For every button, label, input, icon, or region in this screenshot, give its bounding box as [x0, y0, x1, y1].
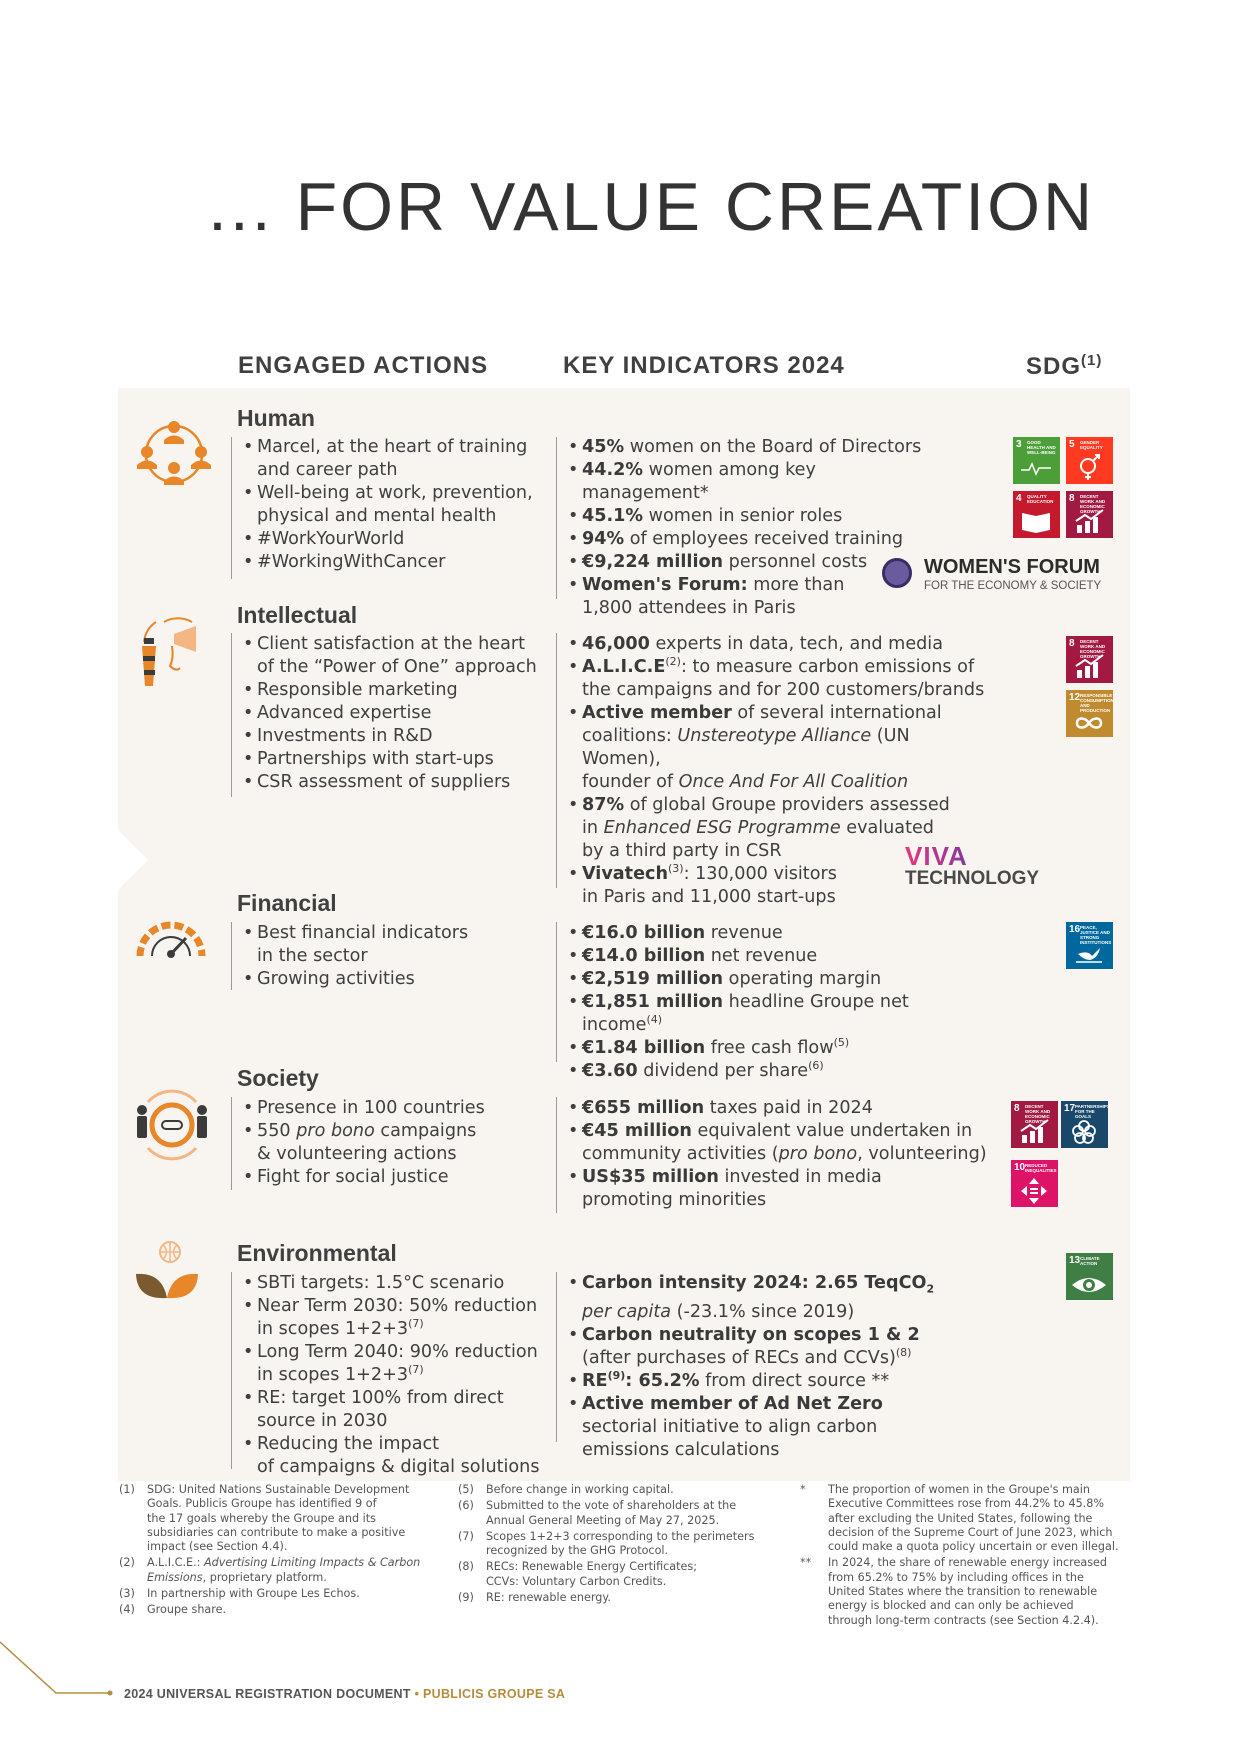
- list-item: • 45% women on the Board of Directors: [568, 436, 938, 459]
- list-item: and career path: [257, 460, 398, 480]
- list-item: 1,800 attendees in Paris: [582, 598, 796, 618]
- list-item: of the “Power of One” approach: [257, 657, 537, 677]
- footer-decorative-line: [0, 1640, 120, 1700]
- list-item: • €45 million equivalent value undertaken in: [568, 1120, 998, 1143]
- sdg-5-icon: 5 GENDER EQUALITY: [1066, 437, 1113, 484]
- list-item: • Well-being at work, prevention,: [243, 482, 553, 505]
- list-item: • RE$^{(9)}$: 65.2% from direct source **: [568, 1370, 988, 1393]
- list-item: • €2,519 million operating margin: [568, 968, 988, 991]
- list-item: • Fight for social justice: [243, 1166, 553, 1189]
- divider-actions-society: [231, 1097, 232, 1190]
- panel-notch: [118, 830, 148, 890]
- category-environmental-title: Environmental: [237, 1240, 397, 1266]
- list-item: • Reducing the impact: [243, 1433, 553, 1456]
- list-item: • Investments in R&D: [243, 725, 553, 748]
- list-item: the campaigns and for 200 customers/brands: [582, 680, 985, 700]
- list-item: • 46,000 experts in data, tech, and media: [568, 633, 988, 656]
- list-item: • Advanced expertise: [243, 702, 553, 725]
- divider-indicators-human: [556, 437, 557, 599]
- sdg-10-icon: 10 REDUCED INEQUALITIES: [1011, 1160, 1058, 1207]
- list-item: • 550 pro bono campaigns: [243, 1120, 553, 1143]
- list-item: physical and mental health: [257, 506, 497, 526]
- list-item: • Women's Forum: more than: [568, 574, 938, 597]
- society-actions-list: [243, 1097, 553, 1189]
- sdg-12-icon: 12 RESPONSIBLE CONSUMPTION AND PRODUCTION: [1066, 690, 1113, 737]
- list-item: of campaigns & digital solutions: [257, 1457, 540, 1477]
- list-item: • Long Term 2040: 90% reduction: [243, 1341, 553, 1364]
- viva-technology-logo: VIVA TECHNOLOGY: [905, 841, 1040, 889]
- list-item: • Best financial indicators: [243, 922, 553, 945]
- list-item: founder of Once And For All Coalition: [582, 772, 909, 792]
- divider-actions-financial: [231, 922, 232, 990]
- list-item: • 94% of employees received training: [568, 528, 938, 551]
- list-item: • €9,224 million personnel costs: [568, 551, 938, 574]
- list-item: • #WorkingWithCancer: [243, 551, 553, 574]
- list-item: in the sector: [257, 946, 368, 966]
- list-item: • €1,851 million headline Groupe net income$^{(4)}$: [568, 991, 988, 1037]
- womens-forum-logo: [882, 556, 1122, 596]
- list-item: in Enhanced ESG Programme evaluated: [582, 818, 934, 838]
- page-footer: 2024 UNIVERSAL REGISTRATION DOCUMENT • PUBLICIS GROUPE SA: [124, 1687, 566, 1701]
- page-title: ... FOR VALUE CREATION: [208, 169, 1096, 245]
- list-item: • €16.0 billion revenue: [568, 922, 988, 945]
- sdg-8-icon: 8 DECENT WORK AND ECONOMIC GROWTH: [1066, 491, 1113, 538]
- list-item: coalitions: Unstereotype Alliance (UN Women),: [582, 726, 910, 769]
- list-item: • €1.84 billion free cash flow$^{(5)}$: [568, 1037, 988, 1060]
- footnotes-column-3: * The proportion of women in the Groupe's main Executive Committees rose from 44.2% to 45.8% after excluding the United States, following the decision of the Supreme Court of June 2023, which could make a quota policy uncertain or even illegal. ** In 2024, the share of renewable energy increased from 65.2% to 75% by including offices in the United States where the transition to renewable energy is blocked and can only be achieved through long-term contracts (see Section 4.2.4).: [800, 1483, 1119, 1627]
- list-item: • US$35 million invested in media: [568, 1166, 998, 1189]
- category-financial-title: Financial: [237, 890, 337, 916]
- divider-actions-environmental: [231, 1272, 232, 1469]
- list-item: • $A.L.I.C.E^{(2)}$: to measure carbon emissions of: [568, 656, 988, 679]
- list-item: • Presence in 100 countries: [243, 1097, 553, 1120]
- list-item: & volunteering actions: [257, 1144, 457, 1164]
- divider-indicators-financial: [556, 922, 557, 1062]
- list-item: • Growing activities: [243, 968, 553, 991]
- sdg-8-icon: 8 DECENT WORK AND ECONOMIC GROWTH: [1011, 1101, 1058, 1148]
- list-item: • SBTi targets: 1.5°C scenario: [243, 1272, 553, 1295]
- society-indicators-list: [568, 1097, 998, 1212]
- list-item: • Near Term 2030: 50% reduction: [243, 1295, 553, 1318]
- womens-forum-circle-icon: [882, 558, 912, 588]
- list-item: • Active member of several international: [568, 702, 988, 725]
- sdg-4-icon: 4 QUALITY EDUCATION: [1013, 491, 1060, 538]
- environmental-indicators-list: [568, 1272, 988, 1462]
- list-item: • CSR assessment of suppliers: [243, 771, 553, 794]
- list-item: by a third party in CSR: [582, 841, 782, 861]
- womens-forum-subtitle: FOR THE ECONOMY & SOCIETY: [924, 580, 1102, 592]
- list-item: • €14.0 billion net revenue: [568, 945, 988, 968]
- header-engaged-actions: ENGAGED ACTIONS: [238, 352, 489, 379]
- list-item: • €3.60 dividend per share$^{(6)}$: [568, 1060, 988, 1083]
- list-item: • Vivatech$^{(3)}$: 130,000 visitors: [568, 863, 988, 886]
- intellectual-actions-list: [243, 633, 553, 794]
- financial-actions-list: [243, 922, 553, 991]
- list-item: in scopes $1+2+3^{(7)}$: [257, 1317, 424, 1339]
- list-item: • #WorkYourWorld: [243, 528, 553, 551]
- sdg-3-icon: 3 GOOD HEALTH AND WELL-BEING: [1013, 437, 1060, 484]
- lighthouse-megaphone-icon: [134, 612, 204, 690]
- plant-globe-icon: [134, 1240, 200, 1302]
- header-key-indicators: KEY INDICATORS 2024: [563, 352, 845, 379]
- speedometer-icon: [134, 912, 208, 958]
- list-item: • Carbon intensity 2024: 2.65 TeqCO$_2$: [568, 1272, 988, 1301]
- list-item: promoting minorities: [582, 1190, 767, 1210]
- list-item: in scopes $1+2+3^{(7)}$: [257, 1363, 424, 1385]
- divider-indicators-society: [556, 1097, 557, 1213]
- list-item: • 45.1% women in senior roles: [568, 505, 938, 528]
- human-actions-list: [243, 436, 553, 574]
- list-item: • Responsible marketing: [243, 679, 553, 702]
- list-item: community activities (pro bono, volunteering): [582, 1144, 987, 1164]
- list-item: source in 2030: [257, 1411, 388, 1431]
- list-item: emissions calculations: [582, 1439, 780, 1460]
- list-item: (after purchases of RECs and CCVs)$^{(8)}$: [582, 1345, 912, 1368]
- divider-indicators-environmental: [556, 1272, 557, 1442]
- sdg-8-icon: 8 DECENT WORK AND ECONOMIC GROWTH: [1066, 636, 1113, 683]
- list-item: • Marcel, at the heart of training: [243, 436, 553, 459]
- sdg-16-icon: 16 PEACE, JUSTICE AND STRONG INSTITUTIONS: [1066, 922, 1113, 969]
- list-item: • Partnerships with start-ups: [243, 748, 553, 771]
- environmental-actions-list: [243, 1272, 553, 1479]
- list-item: sectorial initiative to align carbon: [582, 1416, 878, 1437]
- header-sdg: SDG$^{(1)}$: [1026, 352, 1103, 380]
- financial-indicators-list: [568, 922, 988, 1083]
- category-intellectual-title: Intellectual: [237, 602, 358, 628]
- list-item: in Paris and 11,000 start-ups: [582, 887, 836, 907]
- list-item: • 87% of global Groupe providers assessed: [568, 794, 988, 817]
- people-network-icon: [134, 418, 214, 488]
- list-item: • Client satisfaction at the heart: [243, 633, 553, 656]
- divider-actions-human: [231, 437, 232, 579]
- womens-forum-name: WOMEN'S FORUM: [924, 556, 1100, 578]
- divider-indicators-intellectual: [556, 633, 557, 888]
- divider-actions-intellectual: [231, 633, 232, 797]
- sdg-17-icon: 17 PARTNERSHIPS FOR THE GOALS: [1061, 1101, 1108, 1148]
- list-item: • €655 million taxes paid in 2024: [568, 1097, 998, 1120]
- list-item: per capita (-23.1% since 2019): [582, 1301, 855, 1322]
- footnotes-column-2: (5) Before change in working capital. (6) Submitted to the vote of shareholders at the Annual General Meeting of May 27, 2025. (7) Scopes 1+2+3 corresponding to the perimeters recognized by the GHG Protocol. (8) RECs: Renewable Energy Certificates; CCVs: Voluntary Carbon Credits. (9) RE: renewable energy.: [458, 1483, 755, 1605]
- sdg-13-icon: 13 CLIMATE ACTION: [1066, 1253, 1113, 1300]
- people-handshake-cycle-icon: [134, 1084, 210, 1166]
- list-item: • Carbon neutrality on scopes 1 & 2: [568, 1324, 988, 1347]
- list-item: • 44.2% women among key management*: [568, 459, 938, 505]
- category-human-title: Human: [237, 405, 315, 431]
- footnotes-column-1: (1) SDG: United Nations Sustainable Development Goals. Publicis Groupe has identified 9 of the 17 goals whereby the Groupe and its subsidiaries can contribute to make a positive impact (see Section 4.4). (2) A.L.I.C.E.: Advertising Limiting Impacts & Carbon Emissions, proprietary platform. (3) In partnership with Groupe Les Echos. (4) Groupe share.: [119, 1483, 421, 1617]
- category-society-title: Society: [237, 1065, 319, 1091]
- list-item: • RE: target 100% from direct: [243, 1387, 553, 1410]
- list-item: • Active member of Ad Net Zero: [568, 1393, 988, 1416]
